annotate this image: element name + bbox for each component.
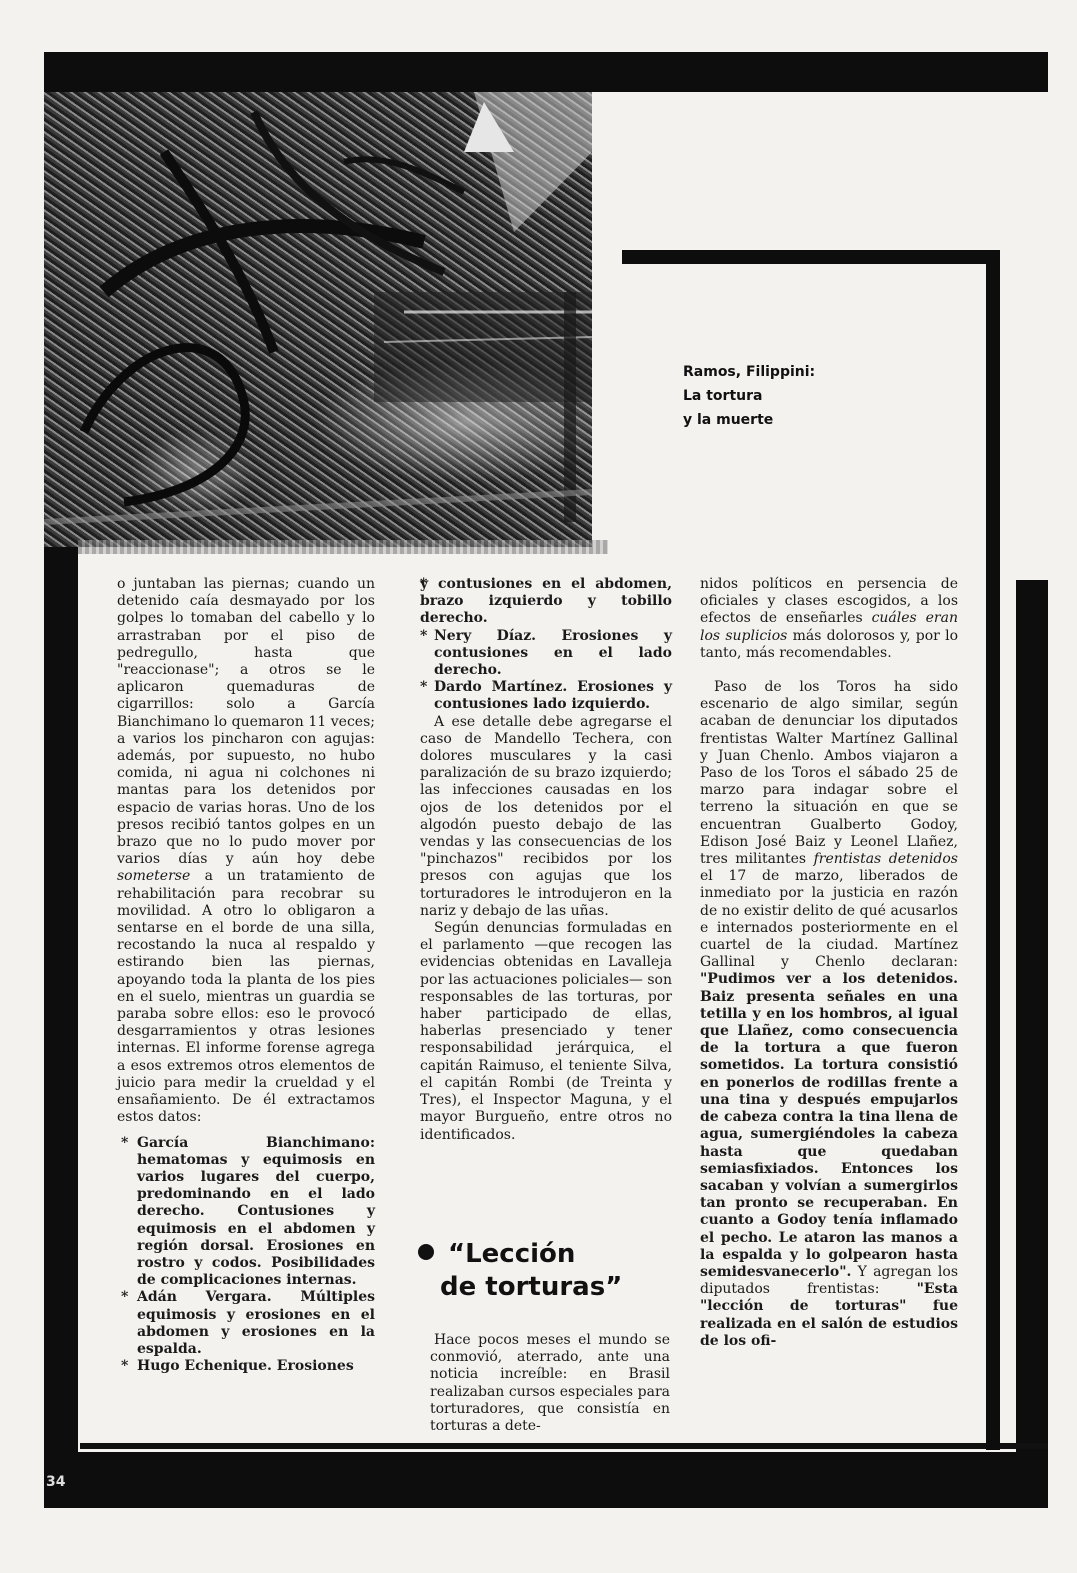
col2-paragraph-2: Según denuncias formuladas en el parlamento —que recogen las evidencias obtenidas en Lavalleja por las actuaciones policiales— son responsables de las torturas, por haber participado de ellas, haberlas presenciado y tener responsabilidad jerárquica, el capitán Raimuso, el teniente Silva, el capitán Rombi (de Treinta y Tres), el Inspector Maguna, y el mayor Burgueño, entre otros no identificados.: [420, 920, 672, 1143]
caption-box-top-border: [622, 250, 1000, 264]
col2-lower-text: [430, 1332, 670, 1435]
section-headline: [418, 1238, 668, 1304]
col1-paragraph: o juntaban las piernas; cuando un detenido caía desmayado por los golpes lo tomaban del cabello y lo arrastraban por el piso de pedregullo, hasta que "reaccionase"; a otros se le aplicaron quemaduras de cigarrillos: solo a García Bianchimano lo quemaron 11 veces; a varios los pincharon con agujas: además, por supuesto, no hubo comida, ni agua ni colchones ni mantas para los detenidos por espacio de varias horas. Uno de los presos recibió tantos golpes en un brazo que no lo pudo mover por varios días y aún hoy debe someterse a un tratamiento de rehabilitación para recobrar su movilidad. A otro lo obligaron a sentarse en el borde de una silla, recostando la nuca al respaldo y estirando bien las piernas, apoyando toda la planta de los pies en el suelo, mientras un guardia se paraba sobre ellos: eso le provocó desgarramientos y otras lesiones internas. El informe forense agrega a esos extremos otros elementos de juicio para medir la crueldad y el ensañamiento. De él extractamos estos datos:: [117, 576, 375, 1126]
bullet-icon: [418, 1244, 434, 1260]
photo-illustration: [44, 92, 592, 547]
caption-box-right-border: [986, 250, 1000, 1450]
photo-caption: [683, 360, 883, 432]
article-column-3: [700, 576, 958, 1350]
injury-list: [117, 1135, 375, 1376]
caption-line-1: Ramos, Filippini:: [683, 364, 816, 380]
frame-right-bar: [1016, 580, 1048, 1460]
article-column-2: [420, 576, 672, 1144]
list-item: * Nery Díaz. Erosiones y contusiones en el lado derecho.: [420, 628, 672, 680]
frame-bottom-rule: [80, 1443, 1048, 1449]
headline-line-1: “Lección: [448, 1239, 576, 1269]
col2-paragraph-3: Hace pocos meses el mundo se conmovió, aterrado, ante una noticia increíble: en Brasil realizaban cursos especiales para torturadores, que consistía en torturas a dete-: [430, 1332, 670, 1435]
headline-line-2: de torturas”: [440, 1272, 623, 1302]
photo-torn-edge: [78, 540, 608, 554]
col2-paragraph-1: A ese detalle debe agregarse el caso de Mandello Techera, con dolores musculares y la casi paralización de su brazo izquierdo; las infecciones causadas en los ojos de los detenidos por el algodón puesto debajo de las vendas y las consecuencias de los "pinchazos" recibidos por los presos con agujas que los torturadores le introdujeron en la nariz y debajo de las uñas.: [420, 713, 672, 919]
page-number: 34: [46, 1474, 66, 1490]
caption-line-2: La tortura: [683, 388, 763, 404]
injury-list-continued: [420, 576, 672, 714]
list-item: * Hugo Echenique. Erosiones: [117, 1358, 375, 1375]
list-item: * García Bianchimano: hematomas y equimosis en varios lugares del cuerpo, predominando en el lado derecho. Contusiones y equimosis en el abdomen y región dorsal. Erosiones en rostro y codos. Posibilidades de complicaciones internas.: [117, 1135, 375, 1290]
col3-paragraph-2: Paso de los Toros ha sido escenario de algo similar, según acaban de denunciar los diputados frentistas Walter Martínez Gallinal y Juan Chenlo. Ambos viajaron a Paso de los Toros el sábado 25 de marzo para indagar sobre el terreno la situación en que se encuentran Gualberto Godoy, Edison José Baiz y Leonel Llañez, tres militantes frentistas detenidos el 17 de marzo, liberados de inmediato por la justicia en razón de no existir delito de qué acusarlos e internados posteriormente en el cuartel de la ciudad. Martínez Gallinal y Chenlo declaran: "Pudimos ver a los detenidos. Baiz presenta señales en una tetilla y en los hombros, al igual que Llañez, como consecuencia de la tortura a que fueron sometidos. La tortura consistió en ponerlos de rodillas frente a una tina y después empujarlos de cabeza contra la tina llena de agua, sumergiéndoles la cabeza hasta que quedaban semiasfixiados. Entonces los sacaban y volvían a sumergirlos tan pronto se recuperaban. En cuanto a Godoy tenía inflamado el pecho. Le ataron las manos a la espalda y lo golpearon hasta semidesvanecerlo". Y agregan los diputados frentistas: "Esta "lección de torturas" fue realizada en el salón de estudios de los ofi-: [700, 679, 958, 1349]
article-photo: [44, 92, 592, 547]
list-item: * Dardo Martínez. Erosiones y contusiones lado izquierdo.: [420, 679, 672, 713]
list-item: * Adán Vergara. Múltiples equimosis y erosiones en el abdomen y erosiones en la espalda.: [117, 1289, 375, 1358]
list-item-continuation: * y contusiones en el abdomen, brazo izquierdo y tobillo derecho.: [420, 576, 672, 628]
caption-line-3: y la muerte: [683, 412, 774, 428]
frame-top-bar: [44, 52, 1048, 92]
frame-bottom-bar: [44, 1452, 1048, 1508]
col3-paragraph-1: nidos políticos en persencia de oficiales y clases escogidos, a los efectos de enseñarles cuáles eran los suplicios más dolorosos y, por lo tanto, más recomendables.: [700, 576, 959, 661]
article-column-1: [117, 576, 375, 1375]
